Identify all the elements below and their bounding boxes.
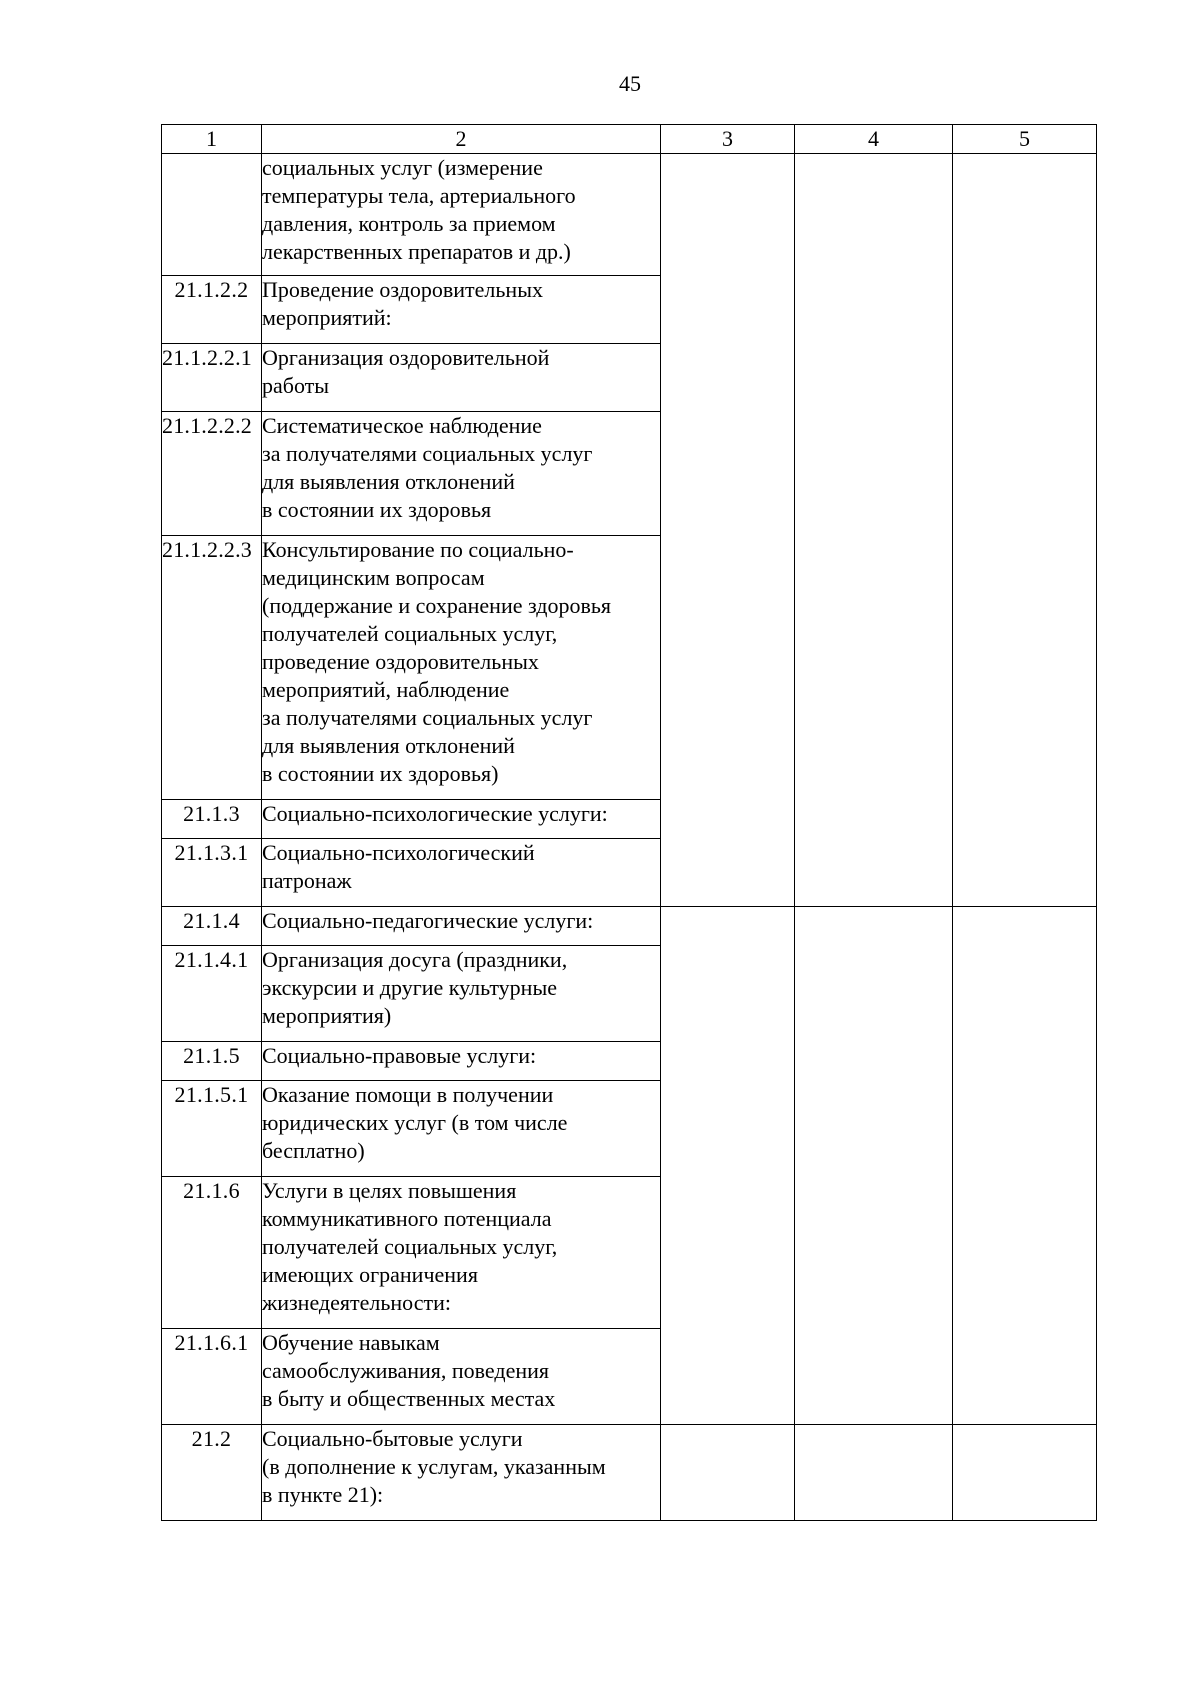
row-number: 21.1.6 — [162, 1177, 262, 1329]
column-header-3: 3 — [661, 125, 795, 154]
column-4-cell-group-a — [795, 154, 953, 907]
column-5-cell-group-b — [953, 907, 1097, 1425]
column-3-cell — [661, 1425, 795, 1521]
row-number: 21.1.6.1 — [162, 1329, 262, 1425]
column-4-cell — [795, 1425, 953, 1521]
row-text: Услуги в целях повышения коммуникативного потенциала получателей социальных услуг, имеющих ограничения жизнедеятельности: — [262, 1177, 661, 1329]
row-number: 21.1.2.2.3 — [162, 536, 262, 800]
row-text: Оказание помощи в получении юридических услуг (в том числе бесплатно) — [262, 1081, 661, 1177]
row-text: Обучение навыкам самообслуживания, поведения в быту и общественных местах — [262, 1329, 661, 1425]
row-number: 21.1.5.1 — [162, 1081, 262, 1177]
row-text: Систематическое наблюдение за получателями социальных услуг для выявления отклонений в состоянии их здоровья — [262, 412, 661, 536]
column-3-cell-group-a — [661, 154, 795, 907]
column-header-4: 4 — [795, 125, 953, 154]
table-header-row — [162, 125, 1097, 154]
table-row — [162, 154, 1097, 276]
row-number: 21.1.3 — [162, 800, 262, 839]
row-number: 21.1.2.2.1 — [162, 344, 262, 412]
row-text: Социально-бытовые услуги (в дополнение к услугам, указанным в пункте 21): — [262, 1425, 661, 1521]
row-text: Организация оздоровительной работы — [262, 344, 661, 412]
row-number: 21.2 — [162, 1425, 262, 1521]
column-header-1: 1 — [162, 125, 262, 154]
column-header-5: 5 — [953, 125, 1097, 154]
column-header-2: 2 — [262, 125, 661, 154]
page-number: 45 — [619, 71, 641, 96]
row-number: 21.1.4.1 — [162, 946, 262, 1042]
table-row — [162, 1425, 1097, 1521]
row-text: социальных услуг (измерение температуры тела, артериального давления, контроль за приемом лекарственных препаратов и др.) — [262, 154, 661, 276]
row-text: Социально-правовые услуги: — [262, 1042, 661, 1081]
row-text: Организация досуга (праздники, экскурсии и другие культурные мероприятия) — [262, 946, 661, 1042]
table-row — [162, 907, 1097, 946]
row-number: 21.1.3.1 — [162, 839, 262, 907]
column-5-cell — [953, 1425, 1097, 1521]
row-text: Консультирование по социально- медицинским вопросам (поддержание и сохранение здоровья получателей социальных услуг, проведение оздоровительных мероприятий, наблюдение за получателями социальных услуг для выявления отклонений в состоянии их здоровья) — [262, 536, 661, 800]
row-number — [162, 154, 262, 276]
column-5-cell-group-a — [953, 154, 1097, 907]
row-number: 21.1.2.2.2 — [162, 412, 262, 536]
row-number: 21.1.5 — [162, 1042, 262, 1081]
row-text: Социально-педагогические услуги: — [262, 907, 661, 946]
row-number: 21.1.2.2 — [162, 276, 262, 344]
column-3-cell-group-b — [661, 907, 795, 1425]
row-text: Проведение оздоровительных мероприятий: — [262, 276, 661, 344]
row-text: Социально-психологические услуги: — [262, 800, 661, 839]
column-4-cell-group-b — [795, 907, 953, 1425]
row-text: Социально-психологический патронаж — [262, 839, 661, 907]
services-table — [161, 124, 1097, 1521]
row-number: 21.1.4 — [162, 907, 262, 946]
